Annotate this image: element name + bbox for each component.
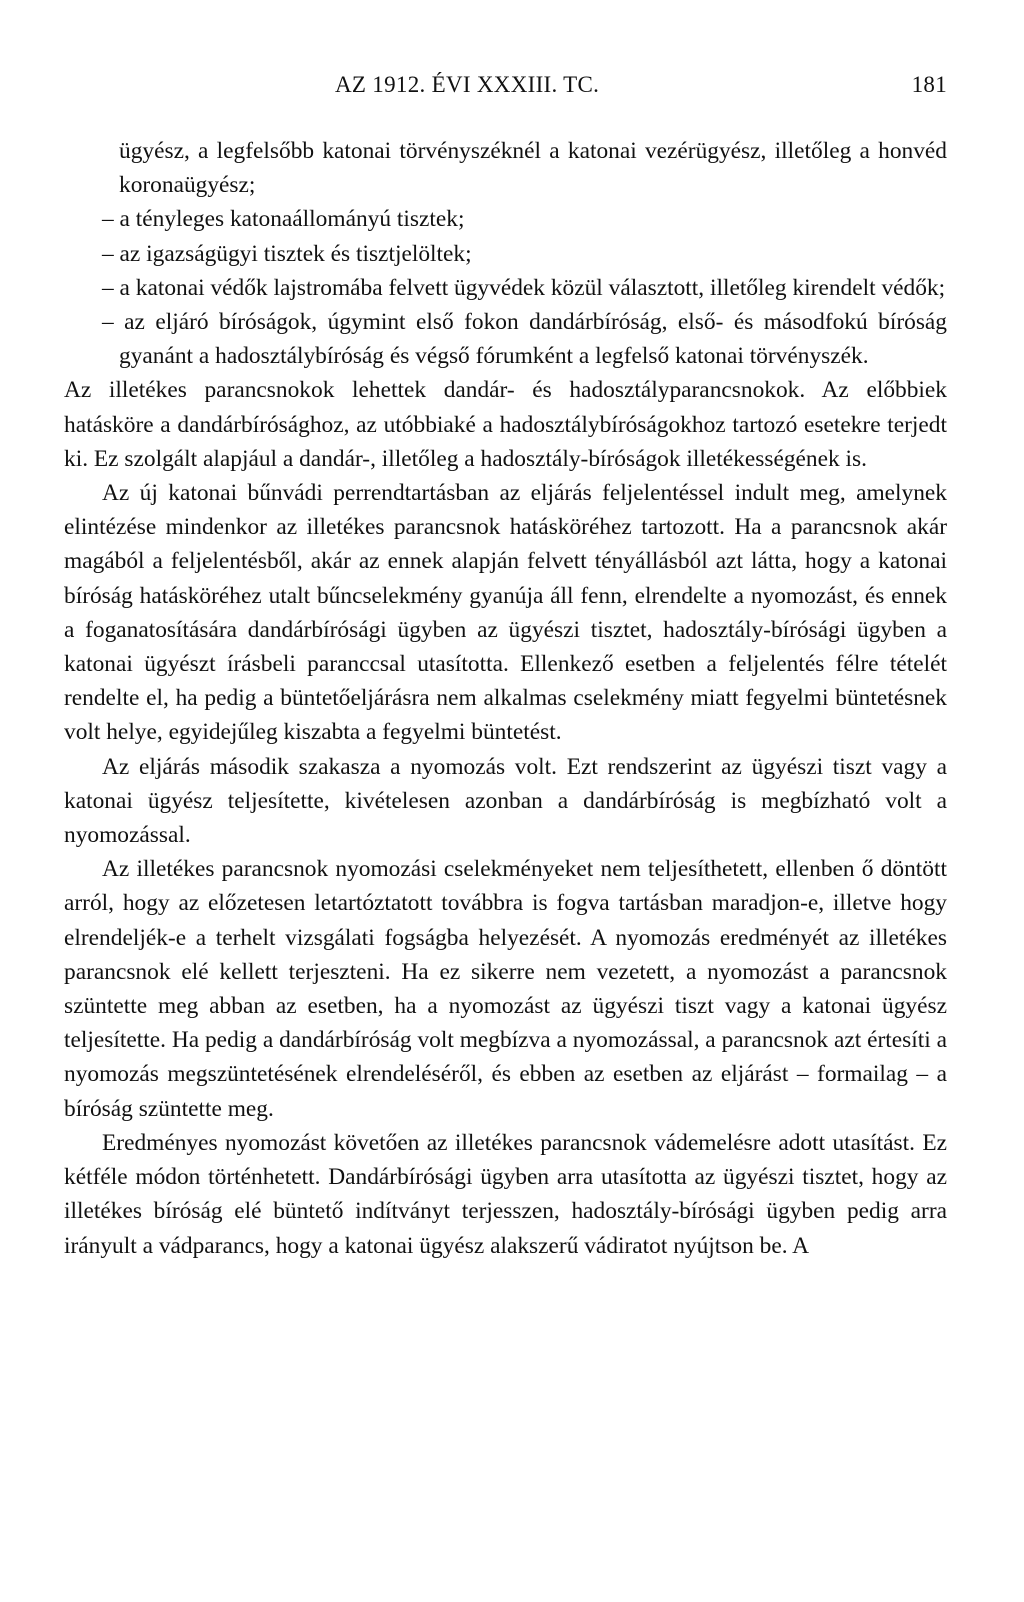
list-continuation: ügyész, a legfelsőbb katonai törvényszéknél a katonai vezérügyész, illetőleg a honvéd koronaügyész; — [119, 138, 947, 199]
paragraph: Az illetékes parancsnokok lehettek dandár- és hadosztályparancsnokok. Az előbbiek hatásköre a dandárbírósághoz, az utóbbiaké a hadosztálybíróságokhoz tartozó esetekre terjedt ki. Ez szolgált alapjául a dandár-, illetőleg a hadosztály-bíróságok illetékességének is. — [64, 377, 947, 472]
paragraph: Az illetékes parancsnok nyomozási cselekményeket nem teljesíthetett, ellenben ő döntött arról, hogy az előzetesen letartóztatott továbbra is fogva tartásban maradjon-e, illetve hogy elrendeljék-e a terhelt vizsgálati fogságba helyezését. A nyomozás eredményét az illetékes parancsnok elé kellett terjeszteni. Ha ez sikerre nem vezetett, a nyomozást a parancsnok szüntette meg abban az esetben, ha a nyomozást az ügyészi tiszt vagy a katonai ügyész teljesítette. Ha pedig a dandárbíróság volt megbízva a nyomozással, a parancsnok azt értesíti a nyomozás megszüntetésének elrendeléséről, és ebben az esetben az eljárást – formailag – a bíróság szüntette meg. — [64, 856, 947, 1122]
paragraph: Az eljárás második szakasza a nyomozás volt. Ezt rendszerint az ügyészi tiszt vagy a katonai ügyész teljesítette, kivételesen azonban a dandárbíróság is megbízható volt a nyomozással. — [64, 753, 947, 849]
page-number: 181 — [911, 72, 947, 97]
body-text — [64, 134, 947, 1263]
running-title: AZ 1912. ÉVI XXXIII. TC. — [335, 72, 600, 97]
list-item: – a tényleges katonaállományú tisztek; — [102, 206, 465, 233]
list-item: – az igazságügyi tisztek és tisztjelöltek; — [102, 240, 472, 267]
page-header — [64, 72, 947, 112]
paragraph: Eredményes nyomozást követően az illetékes parancsnok vádemelésre adott utasítást. Ez kétféle módon történhetett. Dandárbírósági ügyben arra utasította az ügyészi tisztet, hogy az illetékes bíróság elé büntető indítványt terjesszen, hadosztály-bírósági ügyben pedig arra irányult a vádparancs, hogy a katonai ügyész alakszerű vádiratot nyújtson be. A — [64, 1129, 947, 1259]
list-item: – a katonai védők lajstromába felvett ügyvédek közül választott, illetőleg kirendelt védők; — [102, 274, 946, 301]
list-item: – az eljáró bíróságok, úgymint első fokon dandárbíróság, első- és másodfokú bíróság gyanánt a hadosztálybíróság és végső fórumként a legfelső katonai törvényszék. — [102, 309, 947, 370]
paragraph: Az új katonai bűnvádi perrendtartásban az eljárás feljelentéssel indult meg, amelynek elintézése mindenkor az illetékes parancsnok hatásköréhez tartozott. Ha a parancsnok akár magából a feljelentésből, akár az ennek alapján felvett tényállásból azt látta, hogy a katonai bíróság hatásköréhez utalt bűncselekmény gyanúja áll fenn, elrendelte a nyomozást, és ennek a foganatosítására dandárbírósági ügyben az ügyészi tisztet, hadosztály-bírósági ügyben a katonai ügyészt írásbeli paranccsal utasította. Ellenkező esetben a feljelentés félre tételét rendelte el, ha pedig a büntetőeljárásra nem alkalmas cselekmény miatt fegyelmi büntetésnek volt helye, egyidejűleg kiszabta a fegyelmi büntetést. — [64, 480, 947, 746]
